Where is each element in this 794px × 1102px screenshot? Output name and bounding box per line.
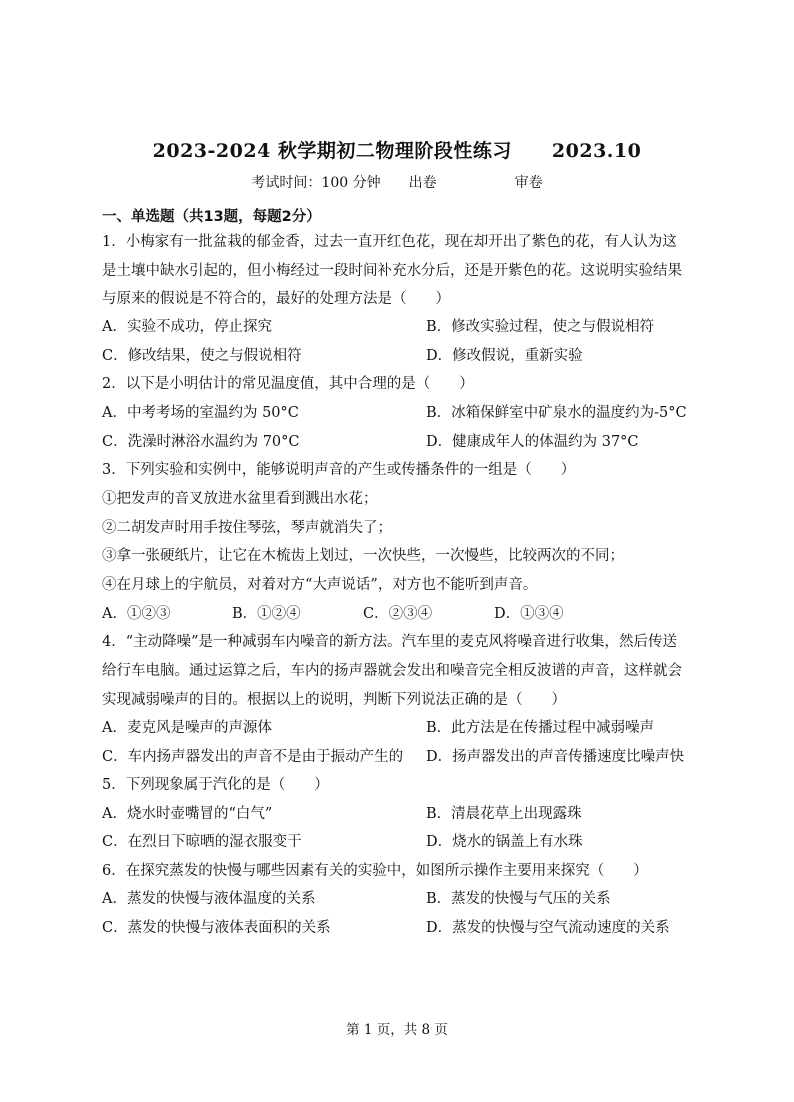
question-6-option-c: C．蒸发的快慢与液体表面积的关系 [102,920,331,936]
setter-label: 出卷 [408,175,437,191]
question-3-option-a: A．①②③ [102,606,171,622]
question-3-line-3: ②二胡发声时用手按住琴弦，琴声就消失了； [102,520,392,536]
question-4-option-a: A．麦克风是噪声的声源体 [102,720,272,736]
question-1-option-b: B．修改实验过程，使之与假说相符 [426,319,655,335]
question-3-line-1: 3．下列实验和实例中，能够说明声音的产生或传播条件的一组是（ ） [102,462,576,478]
title-date: 2023.10 [551,140,642,162]
section-heading: 一、单选题（共13题，每题2分） [102,209,321,225]
question-5-line-1: 5．下列现象属于汽化的是（ ） [102,777,329,793]
question-3-line-5: ④在月球上的宇航员，对着对方“大声说话”，对方也不能听到声音。 [102,577,538,593]
question-2-line-1: 2．以下是小明估计的常见温度值，其中合理的是（ ） [102,376,474,392]
question-4-line-2: 给行车电脑。通过运算之后，车内的扬声器就会发出和噪音完全相反波谱的声音，这样就会 [102,663,682,679]
question-2-option-b: B．冰箱保鲜室中矿泉水的温度约为-5°C [426,405,687,421]
reviewer-label: 审卷 [514,175,543,191]
question-1-option-d: D．修改假说，重新实验 [426,348,583,364]
exam-info [0,172,794,192]
question-3-line-2: ①把发声的音叉放进水盆里看到溅出水花； [102,491,378,507]
exam-time: 考试时间：100 分钟 [251,175,381,191]
question-1-line-3: 与原来的假说是不符合的，最好的处理方法是（ ） [102,291,450,307]
question-6-option-a: A．蒸发的快慢与液体温度的关系 [102,891,316,907]
question-3-option-c: C．②③④ [363,606,433,622]
question-1-option-c: C．修改结果，使之与假说相符 [102,348,302,364]
question-5-option-c: C．在烈日下晾晒的湿衣服变干 [102,834,302,850]
question-4-option-b: B．此方法是在传播过程中减弱噪声 [426,720,655,736]
question-4-option-d: D．扬声器发出的声音传播速度比噪声快 [426,749,685,765]
question-4-line-3: 实现减弱噪声的目的。根据以上的说明，判断下列说法正确的是（ ） [102,692,566,708]
question-5-option-a: A．烧水时壶嘴冒的“白气” [102,806,273,822]
question-1-option-a: A．实验不成功，停止探究 [102,319,272,335]
page-title [0,136,794,163]
question-2-option-a: A．中考考场的室温约为 50°C [102,405,299,421]
question-3-option-d: D．①③④ [494,606,564,622]
question-3-option-b: B．①②④ [232,606,301,622]
question-6-option-d: D．蒸发的快慢与空气流动速度的关系 [426,920,670,936]
question-4-option-c: C．车内扬声器发出的声音不是由于振动产生的 [102,749,404,765]
question-1-line-1: 1．小梅家有一批盆栽的郁金香，过去一直开红色花，现在却开出了紫色的花，有人认为这 [102,234,677,250]
question-3-line-4: ③拿一张硬纸片，让它在木梳齿上划过，一次快些，一次慢些，比较两次的不同； [102,548,624,564]
title-main: 2023-2024 秋学期初二物理阶段性练习 [152,140,512,162]
question-6-line-1: 6．在探究蒸发的快慢与哪些因素有关的实验中，如图所示操作主要用来探究（ ） [102,863,648,879]
question-2-option-d: D．健康成年人的体温约为 37°C [426,434,639,450]
question-5-option-b: B．清晨花草上出现露珠 [426,806,582,822]
page-footer: 第 1 页，共 8 页 [346,1022,448,1038]
question-5-option-d: D．烧水的锅盖上有水珠 [426,834,583,850]
question-1-line-2: 是土壤中缺水引起的，但小梅经过一段时间补充水分后，还是开紫色的花。这说明实验结果 [102,263,682,279]
question-6-option-b: B．蒸发的快慢与气压的关系 [426,891,611,907]
question-4-line-1: 4．“主动降噪”是一种减弱车内噪音的新方法。汽车里的麦克风将噪音进行收集，然后传送 [102,634,678,650]
question-2-option-c: C．洗澡时淋浴水温约为 70°C [102,434,300,450]
